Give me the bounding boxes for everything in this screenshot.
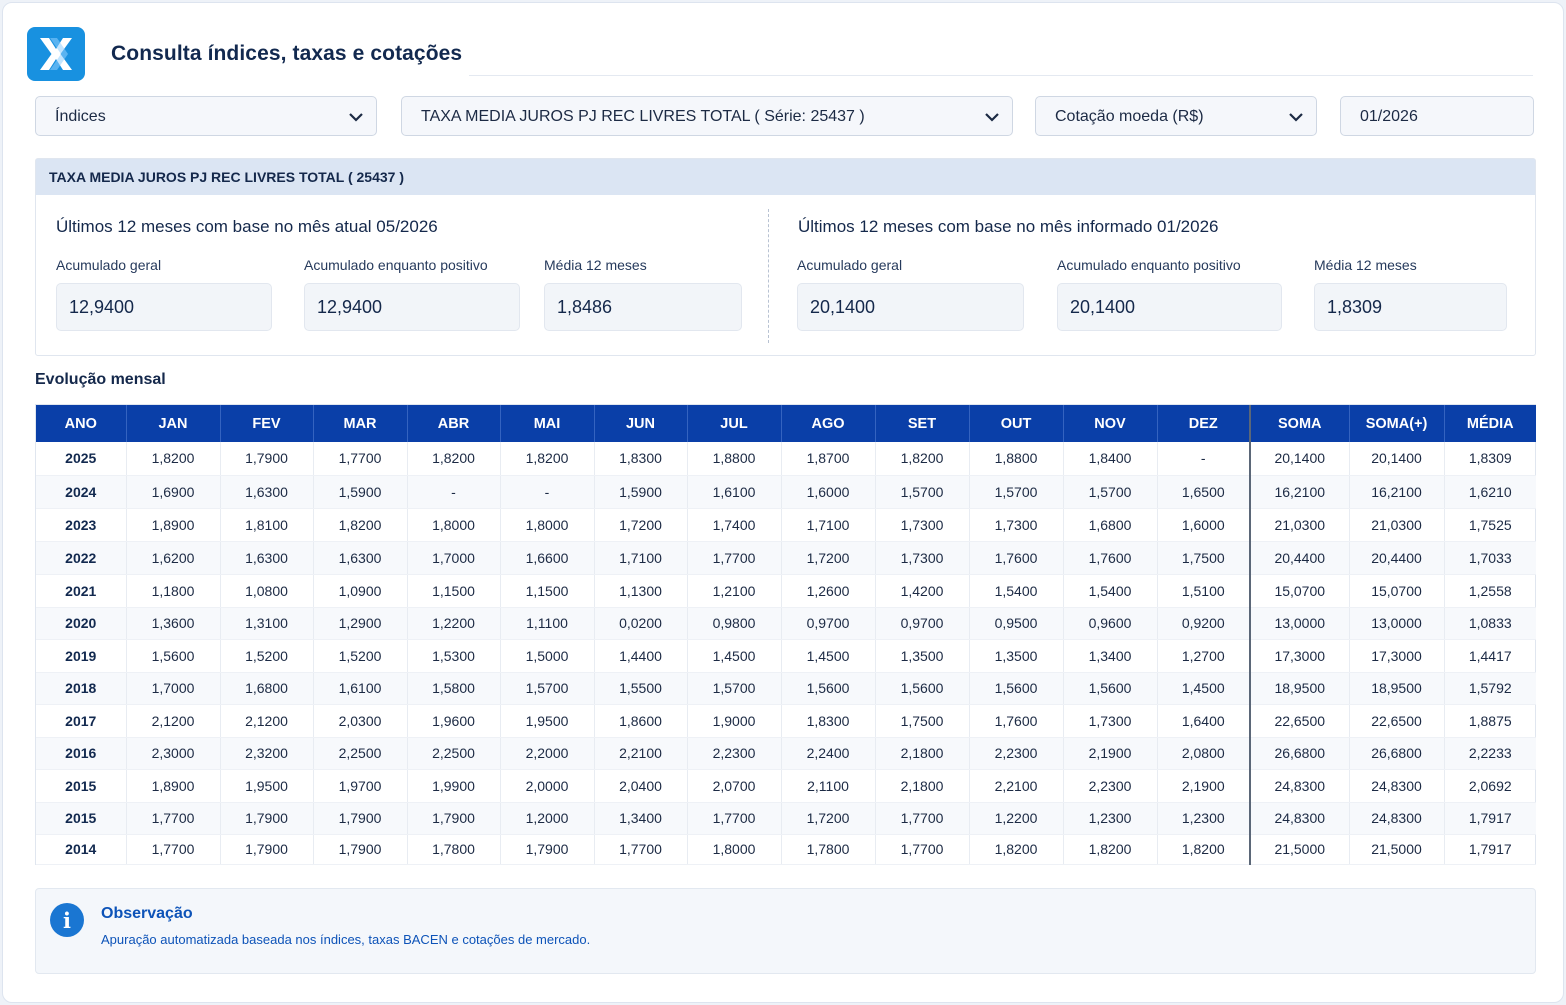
year-cell: 2017	[36, 704, 126, 737]
value-cell: 1,5700	[500, 672, 594, 704]
value-cell: 1,2300	[1157, 802, 1250, 834]
informed-acum-metric	[797, 257, 1024, 331]
metric-label: Média 12 meses	[544, 257, 647, 273]
value-cell: 1,5600	[781, 672, 875, 704]
column-header: AGO	[781, 405, 875, 442]
year-cell: 2019	[36, 639, 126, 672]
value-cell: 1,7600	[969, 704, 1063, 737]
column-header: NOV	[1063, 405, 1157, 442]
year-cell: 2014	[36, 834, 126, 864]
value-cell: 1,5200	[313, 639, 407, 672]
value-cell: 1,7900	[313, 834, 407, 864]
value-cell: 1,6800	[220, 672, 313, 704]
value-cell: 18,9500	[1250, 672, 1349, 704]
table-row	[36, 475, 1536, 508]
value-cell: 26,6800	[1349, 737, 1444, 769]
value-cell: -	[1157, 442, 1250, 475]
title-divider	[469, 75, 1533, 76]
value-cell: 20,4400	[1250, 541, 1349, 574]
value-cell: 1,7100	[594, 541, 687, 574]
value-cell: 1,7700	[313, 442, 407, 475]
value-cell: 1,6210	[1444, 475, 1536, 508]
value-cell: 24,8300	[1349, 769, 1444, 802]
value-cell: 1,6500	[1157, 475, 1250, 508]
year-cell: 2023	[36, 508, 126, 541]
value-cell: 1,6300	[220, 541, 313, 574]
value-cell: 22,6500	[1349, 704, 1444, 737]
column-header: MAI	[500, 405, 594, 442]
value-cell: 2,1800	[875, 737, 969, 769]
value-cell: 1,2100	[687, 574, 781, 607]
value-cell: 1,8200	[126, 442, 220, 475]
period-input-value: 01/2026	[1360, 108, 1418, 125]
value-cell: 1,4500	[781, 639, 875, 672]
currency-select-value: Cotação moeda (R$)	[1055, 108, 1204, 125]
metric-label: Acumulado geral	[56, 257, 162, 273]
metric-value: 12,9400	[304, 283, 520, 331]
observation-text: Apuração automatizada baseada nos índices, taxas BACEN e cotações de mercado.	[101, 932, 591, 947]
table-header-row	[36, 405, 1536, 442]
value-cell: 1,7200	[781, 541, 875, 574]
value-cell: 17,3000	[1250, 639, 1349, 672]
value-cell: 1,7700	[126, 802, 220, 834]
value-cell: 1,5900	[594, 475, 687, 508]
column-header: JUN	[594, 405, 687, 442]
value-cell: 1,2200	[969, 802, 1063, 834]
current-summary	[36, 195, 768, 357]
value-cell: 1,8000	[407, 508, 500, 541]
value-cell: 2,0000	[500, 769, 594, 802]
value-cell: 1,1300	[594, 574, 687, 607]
value-cell: 1,4417	[1444, 639, 1536, 672]
table-row	[36, 704, 1536, 737]
year-cell: 2015	[36, 769, 126, 802]
observation-title: Observação	[101, 905, 193, 922]
column-header: SOMA(+)	[1349, 405, 1444, 442]
metric-value: 20,1400	[1057, 283, 1282, 331]
value-cell: 1,5100	[1157, 574, 1250, 607]
info-icon: i	[50, 903, 84, 937]
table-row	[36, 442, 1536, 475]
value-cell: 17,3000	[1349, 639, 1444, 672]
value-cell: 2,1800	[875, 769, 969, 802]
value-cell: 1,6000	[781, 475, 875, 508]
value-cell: 1,1500	[407, 574, 500, 607]
value-cell: 0,9600	[1063, 607, 1157, 639]
value-cell: 0,0200	[594, 607, 687, 639]
value-cell: 1,6300	[220, 475, 313, 508]
value-cell: 26,6800	[1250, 737, 1349, 769]
metric-label: Média 12 meses	[1314, 257, 1417, 273]
table-row	[36, 737, 1536, 769]
value-cell: 1,7800	[781, 834, 875, 864]
value-cell: 1,5600	[875, 672, 969, 704]
metric-label: Acumulado geral	[797, 257, 903, 273]
value-cell: 1,2300	[1063, 802, 1157, 834]
series-select[interactable]	[401, 96, 1013, 136]
value-cell: 1,3100	[220, 607, 313, 639]
type-select-value: Índices	[55, 108, 106, 125]
chevron-down-icon	[1288, 109, 1304, 125]
value-cell: 1,2200	[407, 607, 500, 639]
value-cell: 1,7525	[1444, 508, 1536, 541]
value-cell: 1,9600	[407, 704, 500, 737]
value-cell: 1,5900	[313, 475, 407, 508]
value-cell: 1,6900	[126, 475, 220, 508]
value-cell: 2,0300	[313, 704, 407, 737]
value-cell: 1,7700	[875, 802, 969, 834]
value-cell: 1,5700	[875, 475, 969, 508]
value-cell: 1,7300	[969, 508, 1063, 541]
value-cell: 21,5000	[1250, 834, 1349, 864]
value-cell: 1,8200	[875, 442, 969, 475]
table-row	[36, 607, 1536, 639]
value-cell: 1,7000	[126, 672, 220, 704]
value-cell: 21,0300	[1349, 508, 1444, 541]
value-cell: 1,1100	[500, 607, 594, 639]
value-cell: 1,0800	[220, 574, 313, 607]
value-cell: 1,8200	[1063, 834, 1157, 864]
period-input[interactable]	[1340, 96, 1534, 136]
value-cell: 1,8900	[126, 508, 220, 541]
metric-label: Acumulado enquanto positivo	[1057, 257, 1241, 273]
value-cell: 1,7600	[969, 541, 1063, 574]
value-cell: 1,3400	[594, 802, 687, 834]
value-cell: 1,7300	[875, 541, 969, 574]
value-cell: 1,8400	[1063, 442, 1157, 475]
x-logo-icon	[27, 27, 85, 81]
value-cell: 1,7500	[1157, 541, 1250, 574]
table-row	[36, 541, 1536, 574]
value-cell: 1,7900	[500, 834, 594, 864]
value-cell: 1,5600	[1063, 672, 1157, 704]
table-body	[36, 442, 1536, 864]
value-cell: 2,3000	[126, 737, 220, 769]
value-cell: 1,7300	[875, 508, 969, 541]
value-cell: 1,7100	[781, 508, 875, 541]
value-cell: 0,9700	[875, 607, 969, 639]
series-select-value: TAXA MEDIA JUROS PJ REC LIVRES TOTAL ( Série: 25437 )	[421, 108, 865, 125]
value-cell: 0,9500	[969, 607, 1063, 639]
value-cell: -	[407, 475, 500, 508]
value-cell: 1,6300	[313, 541, 407, 574]
value-cell: 1,7200	[594, 508, 687, 541]
value-cell: 1,5200	[220, 639, 313, 672]
value-cell: 2,1200	[220, 704, 313, 737]
value-cell: 1,7900	[220, 442, 313, 475]
value-cell: 0,9800	[687, 607, 781, 639]
value-cell: 1,5792	[1444, 672, 1536, 704]
value-cell: 1,4400	[594, 639, 687, 672]
year-cell: 2025	[36, 442, 126, 475]
chevron-down-icon	[348, 109, 364, 125]
year-cell: 2021	[36, 574, 126, 607]
year-cell: 2018	[36, 672, 126, 704]
value-cell: 13,0000	[1349, 607, 1444, 639]
value-cell: 2,2100	[594, 737, 687, 769]
value-cell: 1,0900	[313, 574, 407, 607]
value-cell: 1,6200	[126, 541, 220, 574]
value-cell: 1,7900	[407, 802, 500, 834]
value-cell: 1,3600	[126, 607, 220, 639]
value-cell: 15,0700	[1250, 574, 1349, 607]
value-cell: 24,8300	[1250, 802, 1349, 834]
year-cell: 2015	[36, 802, 126, 834]
value-cell: 21,0300	[1250, 508, 1349, 541]
value-cell: 2,2300	[687, 737, 781, 769]
value-cell: 2,2233	[1444, 737, 1536, 769]
metric-value: 1,8309	[1314, 283, 1507, 331]
evolution-title: Evolução mensal	[35, 371, 166, 388]
value-cell: 1,7700	[126, 834, 220, 864]
value-cell: 1,5600	[969, 672, 1063, 704]
value-cell: 1,8200	[407, 442, 500, 475]
year-cell: 2020	[36, 607, 126, 639]
current-summary-title: Últimos 12 meses com base no mês atual 05/2026	[56, 217, 438, 236]
value-cell: 16,2100	[1349, 475, 1444, 508]
value-cell: 0,9200	[1157, 607, 1250, 639]
column-header: SET	[875, 405, 969, 442]
metric-value: 1,8486	[544, 283, 742, 331]
informed-summary-title: Últimos 12 meses com base no mês informado 01/2026	[798, 217, 1219, 236]
value-cell: 2,2000	[500, 737, 594, 769]
value-cell: 1,9900	[407, 769, 500, 802]
value-cell: 1,4500	[687, 639, 781, 672]
value-cell: 1,3500	[875, 639, 969, 672]
metric-value: 20,1400	[797, 283, 1024, 331]
value-cell: 20,1400	[1349, 442, 1444, 475]
value-cell: 20,4400	[1349, 541, 1444, 574]
value-cell: 21,5000	[1349, 834, 1444, 864]
metric-label: Acumulado enquanto positivo	[304, 257, 488, 273]
value-cell: 1,5400	[1063, 574, 1157, 607]
value-cell: 1,8000	[500, 508, 594, 541]
value-cell: 1,9500	[220, 769, 313, 802]
value-cell: 1,7033	[1444, 541, 1536, 574]
value-cell: 2,2500	[313, 737, 407, 769]
value-cell: 1,5400	[969, 574, 1063, 607]
column-header: FEV	[220, 405, 313, 442]
filter-bar	[35, 96, 1535, 136]
value-cell: 1,8200	[313, 508, 407, 541]
value-cell: 2,0800	[1157, 737, 1250, 769]
summary-header: TAXA MEDIA JUROS PJ REC LIVRES TOTAL ( 25437 )	[36, 159, 1535, 195]
value-cell: 1,7700	[687, 802, 781, 834]
value-cell: 1,7400	[687, 508, 781, 541]
evolution-table	[35, 404, 1536, 865]
year-cell: 2016	[36, 737, 126, 769]
observation-box	[35, 888, 1536, 974]
column-header: DEZ	[1157, 405, 1250, 442]
value-cell: 1,5000	[500, 639, 594, 672]
value-cell: 1,6800	[1063, 508, 1157, 541]
table-row	[36, 508, 1536, 541]
header	[27, 27, 1533, 83]
value-cell: 1,5600	[126, 639, 220, 672]
value-cell: 1,9500	[500, 704, 594, 737]
value-cell: 1,5700	[1063, 475, 1157, 508]
value-cell: 1,8000	[687, 834, 781, 864]
column-header: ANO	[36, 405, 126, 442]
value-cell: 1,7917	[1444, 834, 1536, 864]
value-cell: 1,7500	[875, 704, 969, 737]
value-cell: 1,1500	[500, 574, 594, 607]
value-cell: 1,6100	[313, 672, 407, 704]
value-cell: 1,8800	[687, 442, 781, 475]
value-cell: 1,6600	[500, 541, 594, 574]
current-pos-metric	[304, 257, 520, 331]
value-cell: 1,7600	[1063, 541, 1157, 574]
value-cell: 24,8300	[1250, 769, 1349, 802]
value-cell: 1,4200	[875, 574, 969, 607]
value-cell: 1,6000	[1157, 508, 1250, 541]
value-cell: 1,7900	[220, 834, 313, 864]
type-select[interactable]	[35, 96, 377, 136]
value-cell: 2,1900	[1157, 769, 1250, 802]
value-cell: 2,0400	[594, 769, 687, 802]
value-cell: 1,5700	[687, 672, 781, 704]
value-cell: 1,8300	[594, 442, 687, 475]
value-cell: 2,3200	[220, 737, 313, 769]
value-cell: 1,8900	[126, 769, 220, 802]
column-header: MÉDIA	[1444, 405, 1536, 442]
chevron-down-icon	[984, 109, 1000, 125]
value-cell: 2,2500	[407, 737, 500, 769]
value-cell: 0,9700	[781, 607, 875, 639]
informed-avg-metric	[1314, 257, 1507, 331]
value-cell: 20,1400	[1250, 442, 1349, 475]
value-cell: 1,7700	[687, 541, 781, 574]
page-title: Consulta índices, taxas e cotações	[111, 42, 463, 65]
value-cell: 1,9700	[313, 769, 407, 802]
value-cell: 1,7000	[407, 541, 500, 574]
value-cell: -	[500, 475, 594, 508]
value-cell: 1,3500	[969, 639, 1063, 672]
value-cell: 1,8200	[1157, 834, 1250, 864]
table-row	[36, 672, 1536, 704]
value-cell: 13,0000	[1250, 607, 1349, 639]
value-cell: 1,2000	[500, 802, 594, 834]
value-cell: 1,7700	[875, 834, 969, 864]
year-cell: 2024	[36, 475, 126, 508]
value-cell: 1,8200	[500, 442, 594, 475]
value-cell: 15,0700	[1349, 574, 1444, 607]
value-cell: 1,6100	[687, 475, 781, 508]
app-window	[2, 2, 1564, 1003]
value-cell: 24,8300	[1349, 802, 1444, 834]
value-cell: 1,8200	[969, 834, 1063, 864]
value-cell: 1,8600	[594, 704, 687, 737]
current-avg-metric	[544, 257, 742, 331]
table-row	[36, 639, 1536, 672]
value-cell: 1,6400	[1157, 704, 1250, 737]
value-cell: 1,9000	[687, 704, 781, 737]
value-cell: 2,0692	[1444, 769, 1536, 802]
value-cell: 16,2100	[1250, 475, 1349, 508]
value-cell: 1,5800	[407, 672, 500, 704]
value-cell: 1,8700	[781, 442, 875, 475]
value-cell: 2,0700	[687, 769, 781, 802]
value-cell: 2,2300	[1063, 769, 1157, 802]
value-cell: 1,8800	[969, 442, 1063, 475]
value-cell: 1,8309	[1444, 442, 1536, 475]
value-cell: 1,7900	[313, 802, 407, 834]
value-cell: 2,1100	[781, 769, 875, 802]
column-header: SOMA	[1250, 405, 1349, 442]
value-cell: 1,7917	[1444, 802, 1536, 834]
value-cell: 1,8875	[1444, 704, 1536, 737]
value-cell: 1,7200	[781, 802, 875, 834]
value-cell: 2,1900	[1063, 737, 1157, 769]
summary-panel	[35, 158, 1536, 356]
column-header: ABR	[407, 405, 500, 442]
value-cell: 2,2300	[969, 737, 1063, 769]
table-row	[36, 769, 1536, 802]
value-cell: 1,5300	[407, 639, 500, 672]
column-header: MAR	[313, 405, 407, 442]
value-cell: 1,7300	[1063, 704, 1157, 737]
informed-summary	[778, 195, 1536, 357]
value-cell: 18,9500	[1349, 672, 1444, 704]
value-cell: 1,2558	[1444, 574, 1536, 607]
metric-value: 12,9400	[56, 283, 272, 331]
value-cell: 1,5700	[969, 475, 1063, 508]
year-cell: 2022	[36, 541, 126, 574]
value-cell: 1,2900	[313, 607, 407, 639]
value-cell: 22,6500	[1250, 704, 1349, 737]
column-header: JAN	[126, 405, 220, 442]
value-cell: 1,8300	[781, 704, 875, 737]
value-cell: 1,2700	[1157, 639, 1250, 672]
current-acum-metric	[56, 257, 272, 331]
value-cell: 1,7900	[220, 802, 313, 834]
value-cell: 1,4500	[1157, 672, 1250, 704]
value-cell: 2,2400	[781, 737, 875, 769]
informed-pos-metric	[1057, 257, 1282, 331]
value-cell: 1,7800	[407, 834, 500, 864]
value-cell: 1,0833	[1444, 607, 1536, 639]
summary-divider	[768, 209, 769, 343]
table-row	[36, 834, 1536, 864]
value-cell: 2,2100	[969, 769, 1063, 802]
column-header: JUL	[687, 405, 781, 442]
value-cell: 2,1200	[126, 704, 220, 737]
value-cell: 1,1800	[126, 574, 220, 607]
value-cell: 1,5500	[594, 672, 687, 704]
value-cell: 1,3400	[1063, 639, 1157, 672]
column-header: OUT	[969, 405, 1063, 442]
currency-select[interactable]	[1035, 96, 1317, 136]
value-cell: 1,8100	[220, 508, 313, 541]
table-row	[36, 802, 1536, 834]
value-cell: 1,2600	[781, 574, 875, 607]
value-cell: 1,7700	[594, 834, 687, 864]
table-row	[36, 574, 1536, 607]
